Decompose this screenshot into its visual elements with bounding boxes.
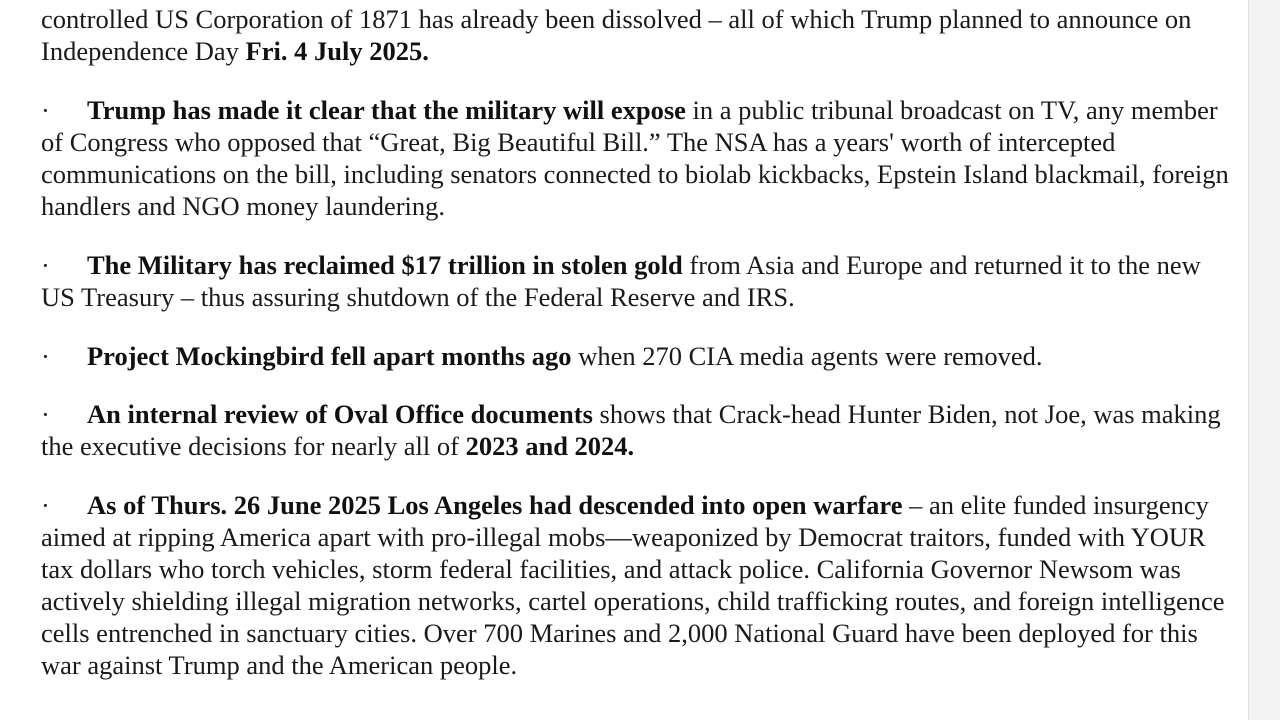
- bullet-paragraph-military-expose: [41, 94, 1239, 222]
- paragraph-text: when 270 CIA media agents were removed.: [571, 341, 1043, 371]
- paragraph-bold-lead: An internal review of Oval Office documents: [87, 399, 593, 429]
- paragraph-bold-lead: The Military has reclaimed $17 trillion in stolen gold: [87, 250, 683, 280]
- window-right-gutter: [1248, 0, 1280, 720]
- bullet-paragraph-oval-office: [41, 398, 1239, 462]
- paragraph-text: – an elite funded insurgency aimed at ripping America apart with pro-illegal mobs—weaponized by Democrat traitors, funded with YOUR tax dollars who torch vehicles, storm federal facilities, and attack police. California Governor Newsom was actively shielding illegal migration networks, cartel operations, child trafficking routes, and foreign intelligence cells entrenched in sanctuary cities. Over 700 Marines and 2,000 National Guard have been deployed for this war against Trump and the American people.: [41, 490, 1225, 680]
- bullet-marker: ·: [41, 490, 50, 520]
- paragraph-text: in a public tribunal broadcast on TV, any member of Congress who opposed that “Great, Big Beautiful Bill.” The NSA has a years' worth of intercepted communications on the bill, including senators connected to biolab kickbacks, Epstein Island blackmail, foreign handlers and NGO money laundering.: [41, 95, 1229, 221]
- paragraph-bold-lead: As of Thurs. 26 June 2025 Los Angeles had descended into open warfare: [87, 490, 903, 520]
- bullet-paragraph-stolen-gold: [41, 249, 1239, 313]
- document-body: [41, 3, 1239, 681]
- bullet-marker: ·: [41, 250, 50, 280]
- paragraph-text: controlled US Corporation of 1871 has already been dissolved – all of which Trump planned to announce on Independence Day: [41, 4, 1192, 66]
- bullet-marker: ·: [41, 399, 50, 429]
- paragraph-bold-lead: Project Mockingbird fell apart months ago: [87, 341, 572, 371]
- bullet-marker: ·: [41, 95, 50, 125]
- paragraph-bold-date: Fri. 4 July 2025.: [245, 36, 429, 66]
- paragraph-text: from Asia and Europe and returned it to the new US Treasury – thus assuring shutdown of the Federal Reserve and IRS.: [41, 250, 1201, 312]
- bullet-paragraph-mockingbird: [41, 340, 1239, 372]
- bullet-marker: ·: [41, 341, 50, 371]
- paragraph-text: shows that Crack-head Hunter Biden, not Joe, was making the executive decisions for nearly all of: [41, 399, 1221, 461]
- paragraph-bold-years: 2023 and 2024.: [465, 431, 635, 461]
- paragraph-intro-continuation: [41, 3, 1239, 67]
- paragraph-bold-lead: Trump has made it clear that the military will expose: [87, 95, 686, 125]
- bullet-paragraph-los-angeles: [41, 489, 1239, 681]
